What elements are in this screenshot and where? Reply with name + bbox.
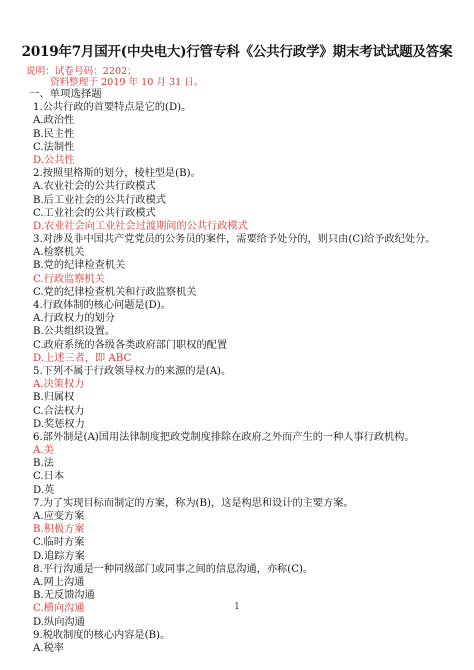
document-line: 8.平行沟通是一种同级部门或同事之间的信息沟通，亦称(C)。	[33, 563, 314, 575]
answer-line: A.决策权力	[33, 379, 85, 391]
document-title: 2019年7月国开(中央电大)行管专科《公共行政学》期末考试试题及答案	[21, 44, 453, 60]
document-line: 4.行政体制的核心问题是(D)。	[33, 300, 171, 311]
document-line: 1.公共行政的首要特点是它的(D)。	[33, 102, 192, 114]
document-line: B.法	[33, 458, 54, 470]
answer-line: B.积极方案	[33, 524, 85, 536]
document-line: D.英	[33, 484, 55, 496]
document-line: A.农业社会的公共行政模式	[33, 181, 156, 193]
document-line: B.公共组织设置。	[33, 326, 116, 338]
document-line: 2.按照里格斯的划分，棱柱型是(B)。	[33, 168, 201, 180]
document-line: C.合法权力	[33, 405, 85, 417]
document-line: C.临时方案	[33, 537, 85, 549]
document-line: 6.部外制是(A)国用法律制度把政党制度排除在政府之外而产生的一种人事行政机构。	[33, 431, 415, 443]
document-line: 9.税收制度的核心内容是(B)。	[33, 629, 171, 641]
answer-line: C.行政监察机关	[33, 273, 105, 285]
document-line: 5.下列不属于行政领导权力的来源的是(A)。	[33, 365, 232, 377]
document-line: A.应变方案	[33, 511, 85, 522]
document-line: 7.为了实现目标而制定的方案，称为(B)，这是构思和设计的主要方案。	[33, 497, 354, 509]
document-line: B.无反馈沟通	[33, 590, 95, 602]
question-list	[29, 88, 453, 655]
document-line: A.网上沟通	[33, 576, 85, 588]
document-line: A.税率	[33, 642, 64, 654]
answer-line: D.上述三者，即 ABC	[33, 352, 132, 364]
document-note-date: 资料整理于 2019 年 10 月 31 日。	[50, 77, 204, 88]
document-line: 3.对涉及非中国共产党党员的公务员的案件，需要给予处分的，则只由(C)给予政纪处分。	[33, 234, 436, 246]
document-line: B.党的纪律检查机关	[33, 260, 126, 272]
document-line: C.日本	[33, 471, 65, 483]
document-line: B.归属权	[33, 392, 75, 404]
answer-line: A.美	[33, 445, 54, 457]
document-line: C.法制性	[33, 141, 75, 153]
document-note-exam-number: 说明：试卷号码：2202；	[26, 66, 137, 77]
document-line: B.后工业社会的公共行政模式	[33, 194, 166, 206]
answer-line: C.横向沟通	[33, 603, 85, 615]
document-line: C.工业社会的公共行政模式	[33, 207, 156, 219]
section-heading: 一、单项选择题	[29, 88, 102, 100]
document-line: A.行政权力的划分	[33, 313, 115, 325]
document-line: A.检察机关	[33, 247, 85, 259]
document-line: A.政治性	[33, 115, 75, 127]
document-line: D.奖惩权力	[33, 418, 85, 430]
document-line: B.民主性	[33, 128, 75, 140]
document-line: D.追踪方案	[33, 550, 85, 562]
page-number: 1	[234, 602, 240, 612]
answer-line: D.公共性	[33, 154, 75, 166]
document-line: C.政府系统的各级各类政府部门职权的配置	[33, 339, 228, 351]
answer-line: D.农业社会向工业社会过渡期间的公共行政模式	[33, 220, 248, 232]
document-line: C.党的纪律检查机关和行政监察机关	[33, 286, 197, 298]
document-line: D.纵向沟通	[33, 616, 85, 628]
